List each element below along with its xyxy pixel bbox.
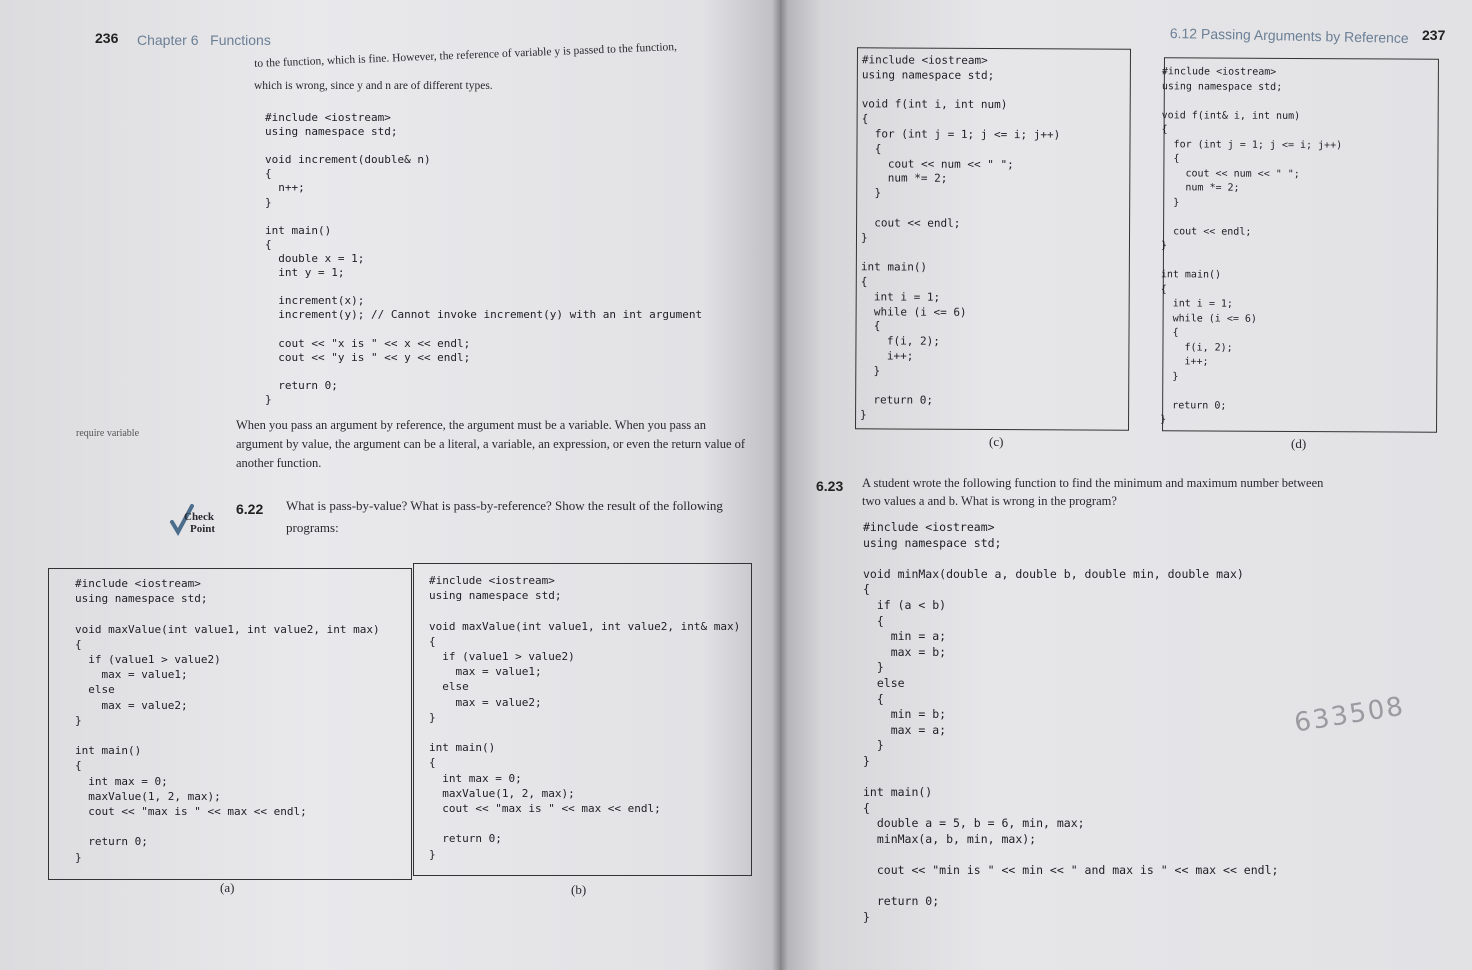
- running-head-right: 6.12 Passing Arguments by Reference: [1169, 25, 1409, 47]
- minmax-code: #include <iostream> using namespace std; void minMax(double a, double b, double min, double max) { if (a < b) { min = a; max = b; } else { min = b; max = a; } } int main() { double a = 5, b = 6, min, max; minMax(a, b, min, max); cout << "min is " << min << " and max is " << max << endl; return 0; }: [863, 520, 1279, 924]
- program-b-box: [413, 563, 752, 876]
- program-c-code: #include <iostream> using namespace std; void f(int i, int num) { for (int j = 1; j <= i; j++) { cout << num << " "; num *= 2; } cout << endl; } int main() { int i = 1; while (i <= 6) { f(i, 2); i++; } return 0; }: [860, 53, 1061, 422]
- question-6-22-text: What is pass-by-value? What is pass-by-reference? Show the result of the following programs:: [286, 498, 723, 535]
- question-6-23-text: A student wrote the following function to find the minimum and maximum number between two values a and b. What is wrong in the program?: [862, 476, 1324, 508]
- running-head-left: Chapter 6 Functions: [137, 32, 271, 48]
- margin-note-require-variable: require variable: [76, 428, 140, 439]
- program-b-code: #include <iostream> using namespace std; void maxValue(int value1, int value2, int& max) { if (value1 > value2) max = value1; else max = value2; } int main() { int max = 0; maxValue(1, 2, max); cout << "max is " << max << endl; return 0; }: [429, 574, 741, 861]
- reference-paragraph: When you pass an argument by reference, the argument must be a variable. When you pass an argument by value, the argument can be a literal, a variable, an expression, or even the return value of another function.: [236, 418, 746, 470]
- program-a-box: [48, 568, 412, 880]
- caption-d: (d): [1291, 436, 1307, 451]
- right-page: [780, 0, 1472, 970]
- question-number-6-22: 6.22: [236, 501, 264, 517]
- check-label: Check: [184, 511, 214, 523]
- page-number-right: 237: [1422, 27, 1446, 43]
- caption-b: (b): [571, 882, 587, 897]
- caption-a: (a): [220, 880, 235, 895]
- book-gutter: [772, 0, 788, 970]
- page-number-left: 236: [95, 30, 119, 46]
- check-point-badge: [168, 500, 228, 536]
- handwritten-number: 633508: [1292, 691, 1407, 739]
- intro-line-1: to the function, which is fine. However, the reference of variable y is passed to the function,: [254, 41, 678, 70]
- program-d-box: [1162, 57, 1439, 432]
- question-number-6-23: 6.23: [816, 478, 844, 494]
- intro-line-2: which is wrong, since y and n are of different types.: [254, 80, 493, 92]
- point-label: Point: [190, 523, 216, 535]
- increment-code: #include <iostream> using namespace std; void increment(double& n) { n++; } int main() { double x = 1; int y = 1; increment(x); increment(y); // Cannot invoke increment(y) with an int argument cout << "x is " << x << endl; cout << "y is " << y << endl; return 0; }: [265, 111, 703, 406]
- caption-c: (c): [989, 434, 1004, 449]
- program-c-box: [855, 47, 1131, 430]
- program-d-code: #include <iostream> using namespace std; void f(int& i, int num) { for (int j = 1; j <= i; j++) { cout << num << " "; num *= 2; } cout << endl; } int main() { int i = 1; while (i <= 6) { f(i, 2); i++; } return 0; }: [1160, 66, 1343, 426]
- program-a-code: #include <iostream> using namespace std; void maxValue(int value1, int value2, int max) { if (value1 > value2) max = value1; else max = value2; } int main() { int max = 0; maxValue(1, 2, max); cout << "max is " << max << endl; return 0; }: [75, 577, 380, 864]
